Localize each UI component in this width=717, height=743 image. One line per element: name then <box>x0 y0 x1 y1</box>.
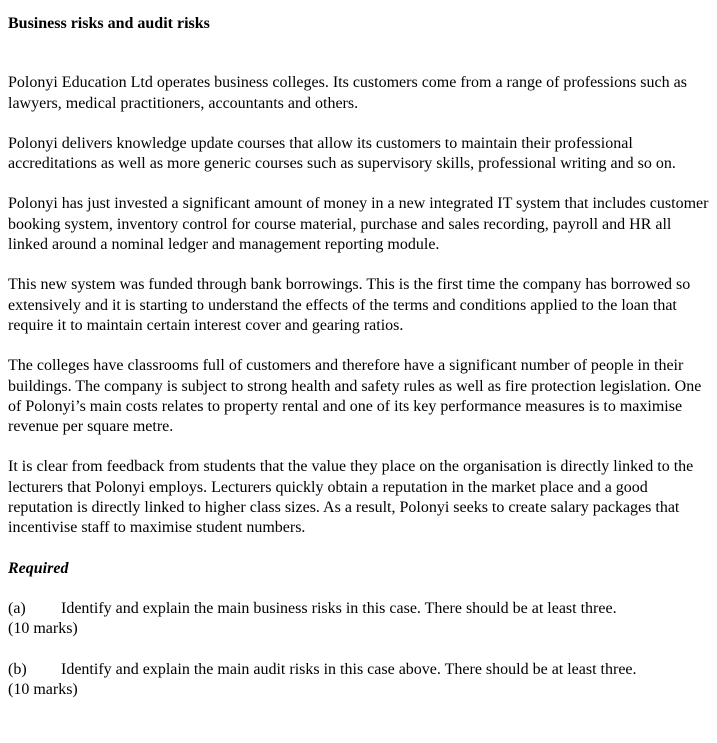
document-title: Business risks and audit risks <box>8 15 210 32</box>
question-a-marks: (10 marks) <box>8 620 78 638</box>
paragraph-health-safety: The colleges have classrooms full of customers and therefore have a significant number of people in their buildings. The company is subject to strong health and safety rules as well as fire protection legislation. One of Polonyi’s main costs relates to property rental and one of its key performance measures is to maximise revenue per square metre. <box>8 357 702 436</box>
paragraph-borrowings: This new system was funded through bank borrowings. This is the first time the company has borrowed so extensively and it is starting to understand the effects of the terms and conditions applied to the loan that require it to maintain certain interest cover and gearing ratios. <box>8 276 691 334</box>
question-b-label: (b) <box>8 660 27 678</box>
required-heading: Required <box>8 559 69 577</box>
question-b <box>8 660 711 701</box>
paragraph-courses: Polonyi delivers knowledge update courses that allow its customers to maintain their professional accreditations as well as more generic courses such as supervisory skills, professional writing and so on. <box>8 134 676 173</box>
question-b-marks: (10 marks) <box>8 680 78 698</box>
question-b-text: Identify and explain the main audit risks in this case above. There should be at least three. <box>61 660 637 678</box>
paragraph-company-overview: Polonyi Education Ltd operates business colleges. Its customers come from a range of professions such as lawyers, medical practitioners, accountants and others. <box>8 74 687 112</box>
paragraph-it-system: Polonyi has just invested a significant amount of money in a new integrated IT system that includes customer booking system, inventory control for course material, purchase and sales recording, payroll and HR all linked around a nominal ledger and management reporting module. <box>8 195 709 254</box>
question-a <box>8 599 711 640</box>
question-a-text: Identify and explain the main business risks in this case. There should be at least three. <box>61 599 617 617</box>
paragraph-lecturers: It is clear from feedback from students that the value they place on the organisation is directly linked to the lecturers that Polonyi employs. Lecturers quickly obtain a reputation in the market place and a good reputation is directly linked to higher class sizes. As a result, Polonyi seeks to create salary packages that incentivise staff to maximise student numbers. <box>8 458 694 537</box>
document-body <box>8 14 711 720</box>
question-a-label: (a) <box>8 599 26 617</box>
